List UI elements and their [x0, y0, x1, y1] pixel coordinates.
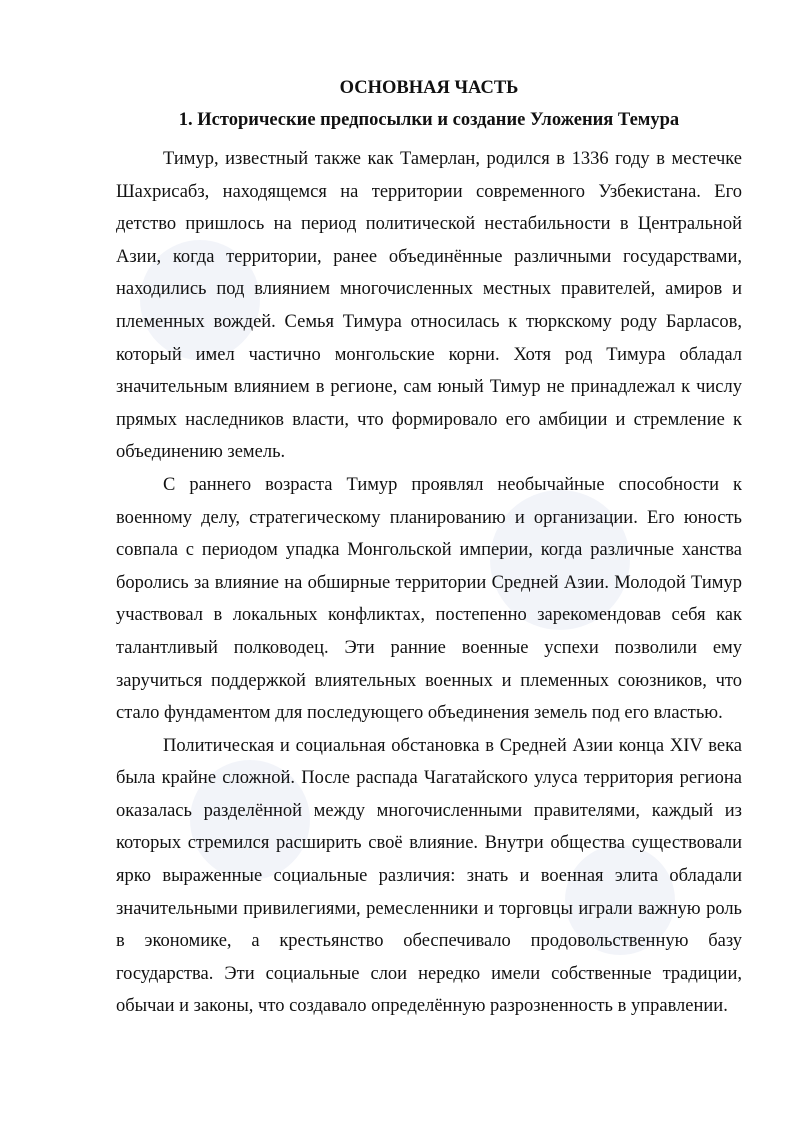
text-line: значительными привилегиями, ремесленники и торговцы играли важную роль	[116, 898, 742, 919]
text-line: племенных вождей. Семья Тимура относилась к тюркскому роду Барласов,	[116, 311, 742, 332]
text-line: которых стремился расширить своё влияние. Внутри общества существовали	[116, 833, 742, 854]
text-line: в экономике, а крестьянство обеспечивало продовольственную базу	[116, 931, 742, 952]
text-line: С раннего возраста Тимур проявлял необычайные способности к	[163, 474, 742, 495]
text-line: детство пришлось на период политической нестабильности в Центральной	[116, 214, 742, 235]
text-line: Политическая и социальная обстановка в Средней Азии конца XIV века	[163, 735, 742, 756]
text-line: находились под влиянием многочисленных местных правителей, амиров и	[116, 279, 742, 300]
text-line: прямых наследников власти, что формировало его амбиции и стремление к	[116, 409, 742, 430]
text-line: совпала с периодом упадка Монгольской империи, когда различные ханства	[116, 540, 742, 561]
text-line: Тимур, известный также как Тамерлан, родился в 1336 году в местечке	[163, 149, 742, 169]
text-line: участвовал в локальных конфликтах, постепенно зарекомендовав себя как	[116, 605, 742, 626]
text-line: объединению земель.	[116, 442, 286, 463]
page-title: ОСНОВНАЯ ЧАСТЬ	[339, 78, 519, 98]
text-line: оказалась разделённой между многочисленными правителями, каждый из	[116, 800, 742, 821]
text-line: ярко выраженные социальные различия: знать и военная элита обладали	[116, 866, 742, 887]
text-line: была крайне сложной. После распада Чагатайского улуса территория региона	[116, 768, 742, 789]
text-line: стало фундаментом для последующего объединения земель под его властью.	[116, 703, 723, 724]
text-line: который имел частично монгольские корни. Хотя род Тимура обладал	[116, 344, 742, 365]
paragraph-3	[116, 730, 742, 1023]
text-line: военному делу, стратегическому планированию и организации. Его юность	[116, 507, 742, 528]
document-body	[116, 73, 742, 1023]
text-line: обычаи и законы, что создавало определённую разрозненность в управлении.	[116, 996, 728, 1017]
section-heading: 1. Исторические предпосылки и создание Уложения Темура	[178, 110, 680, 130]
paragraph-1	[116, 143, 742, 469]
text-line: талантливый полководец. Эти ранние военные успехи позволили ему	[116, 637, 742, 658]
text-line: Шахрисабз, находящемся на территории современного Узбекистана. Его	[116, 181, 742, 202]
text-line: значительным влиянием в регионе, сам юный Тимур не принадлежал к числу	[116, 377, 742, 398]
paragraph-2	[116, 469, 742, 730]
text-line: боролись за влияние на обширные территории Средней Азии. Молодой Тимур	[116, 572, 742, 593]
text-line: государства. Эти социальные слои нередко имели собственные традиции,	[116, 963, 742, 984]
text-line: заручиться поддержкой влиятельных военных и племенных союзников, что	[116, 670, 742, 691]
text-line: Азии, когда территории, ранее объединённые различными государствами,	[116, 246, 742, 267]
